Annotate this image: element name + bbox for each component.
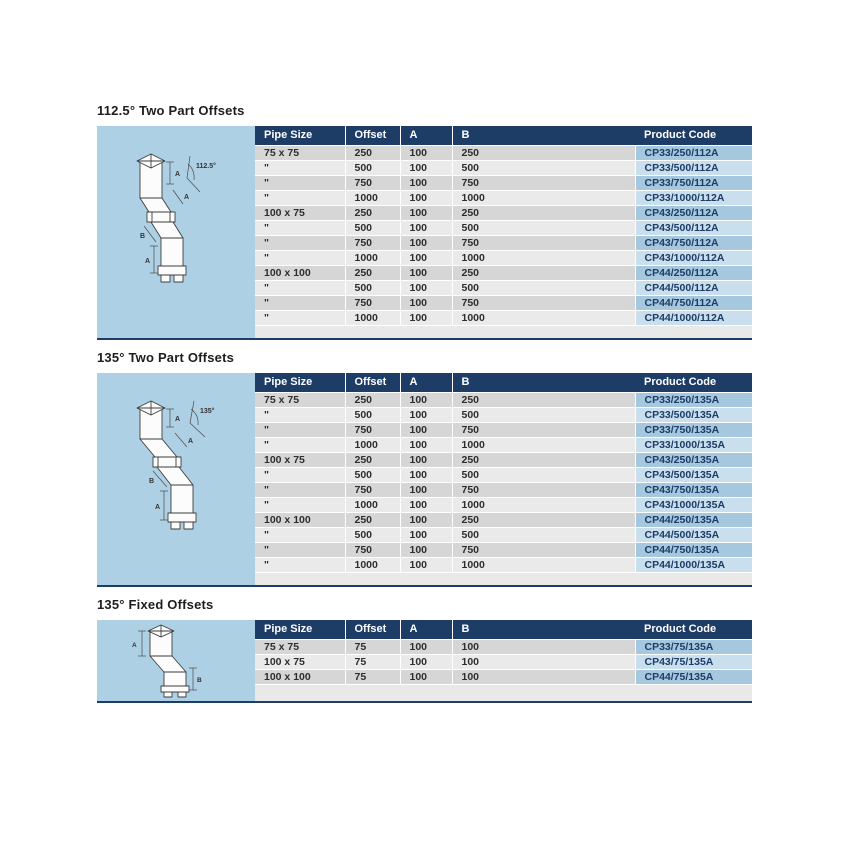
table-row [255,557,752,572]
data-cell: 1000 [452,250,635,265]
data-cell: 750 [345,295,400,310]
data-cell: 250 [345,392,400,407]
data-cell: 100 [400,265,452,280]
product-code-cell: CP43/250/135A [635,452,752,467]
data-cell: 75 x 75 [255,392,345,407]
data-cell: 100 x 75 [255,205,345,220]
data-cell: 100 [400,392,452,407]
dim-label-a-mid: A [184,194,190,201]
data-cell: 250 [452,392,635,407]
data-cell: 750 [452,175,635,190]
data-cell: " [255,542,345,557]
table-row [255,145,752,160]
data-cell: 500 [452,280,635,295]
data-cell: 100 [400,467,452,482]
data-cell: 100 [400,175,452,190]
data-cell: 1000 [452,190,635,205]
table-row [255,235,752,250]
data-cell: 750 [452,295,635,310]
data-cell: 1000 [452,310,635,325]
data-cell: 500 [452,467,635,482]
data-cell: 100 [400,407,452,422]
product-code-cell: CP44/250/135A [635,512,752,527]
table-row [255,190,752,205]
column-header: B [452,373,635,392]
product-code-cell: CP44/1000/135A [635,557,752,572]
data-cell: 1000 [452,437,635,452]
product-code-cell: CP44/1000/112A [635,310,752,325]
column-header: B [452,620,635,639]
data-cell: 100 [400,512,452,527]
section-135-two-part-offsets [97,350,752,587]
dim-label-a: A [132,642,137,649]
table-row [255,437,752,452]
data-cell: 1000 [345,250,400,265]
data-cell: 1000 [452,497,635,512]
data-cell: 750 [345,235,400,250]
data-cell: " [255,280,345,295]
offsets-table-135 [255,373,752,573]
data-cell: 100 [400,452,452,467]
data-cell: " [255,467,345,482]
data-cell: " [255,190,345,205]
data-cell: 500 [452,220,635,235]
table-row [255,639,752,654]
data-cell: 1000 [345,497,400,512]
data-cell: " [255,527,345,542]
header-row [255,126,752,145]
data-cell: 250 [452,205,635,220]
product-code-cell: CP33/250/135A [635,392,752,407]
data-cell: 750 [345,482,400,497]
data-cell: 100 [400,654,452,669]
data-cell: 500 [452,160,635,175]
data-cell: " [255,482,345,497]
product-code-cell: CP33/75/135A [635,639,752,654]
data-cell: 100 [400,205,452,220]
product-code-cell: CP33/500/112A [635,160,752,175]
data-cell: 750 [345,542,400,557]
data-cell: 1000 [345,557,400,572]
data-cell: 100 x 75 [255,654,345,669]
data-cell: 750 [345,175,400,190]
column-header: Product Code [635,373,752,392]
header-row [255,373,752,392]
table-wrap [255,373,752,585]
data-cell: 500 [345,407,400,422]
data-cell: 500 [345,467,400,482]
data-cell: 100 [452,639,635,654]
data-cell: 1000 [452,557,635,572]
table-row [255,265,752,280]
data-cell: 1000 [345,190,400,205]
table-row [255,205,752,220]
table-row [255,310,752,325]
data-cell: 250 [345,452,400,467]
table-row [255,467,752,482]
table-row [255,220,752,235]
column-header: Offset [345,373,400,392]
column-header: Product Code [635,620,752,639]
product-code-cell: CP33/1000/112A [635,190,752,205]
data-cell: 75 [345,639,400,654]
table-row [255,407,752,422]
data-cell: 75 [345,654,400,669]
product-code-cell: CP43/1000/112A [635,250,752,265]
product-code-cell: CP33/750/135A [635,422,752,437]
dim-label-a-top: A [175,416,181,423]
dim-label-a-bottom: A [155,504,161,511]
diagram-panel [97,126,255,338]
two-part-offset-135-diagram [97,373,255,585]
data-cell: 100 [400,250,452,265]
data-cell: " [255,160,345,175]
data-cell: 100 [400,482,452,497]
table-row [255,482,752,497]
section-block [97,620,752,703]
data-cell: 100 [400,542,452,557]
table-row [255,512,752,527]
dim-label-a-bottom: A [145,258,151,265]
product-code-cell: CP44/750/112A [635,295,752,310]
table-row [255,250,752,265]
table-row [255,295,752,310]
section-title: 135° Two Part Offsets [97,350,235,365]
column-header: A [400,373,452,392]
section-title: 112.5° Two Part Offsets [97,103,245,118]
data-cell: " [255,310,345,325]
product-code-cell: CP44/75/135A [635,669,752,684]
table-row [255,452,752,467]
data-cell: 250 [452,265,635,280]
data-cell: " [255,295,345,310]
table-row [255,654,752,669]
data-cell: 100 [452,654,635,669]
data-cell: " [255,407,345,422]
data-cell: 100 [400,280,452,295]
data-cell: 100 [400,295,452,310]
data-cell: 100 [400,497,452,512]
product-code-cell: CP33/1000/135A [635,437,752,452]
data-cell: 250 [345,145,400,160]
data-cell: 100 [400,190,452,205]
table-row [255,160,752,175]
data-cell: 100 [400,310,452,325]
product-code-cell: CP44/250/112A [635,265,752,280]
table-wrap [255,620,752,701]
data-cell: 500 [345,160,400,175]
product-code-cell: CP33/500/135A [635,407,752,422]
data-cell: 750 [452,482,635,497]
data-cell: 100 x 100 [255,669,345,684]
product-code-cell: CP43/1000/135A [635,497,752,512]
two-part-offset-112-diagram [97,126,255,338]
data-cell: 100 [400,527,452,542]
pipe-illustration [148,625,189,697]
data-cell: 750 [452,235,635,250]
data-cell: 100 [400,235,452,250]
data-cell: " [255,422,345,437]
table-wrap [255,126,752,338]
table-row [255,392,752,407]
dim-label-b: B [149,478,155,485]
data-cell: " [255,497,345,512]
product-code-cell: CP44/500/135A [635,527,752,542]
table-row [255,175,752,190]
data-cell: 750 [452,422,635,437]
table-row [255,527,752,542]
data-cell: 500 [452,407,635,422]
dim-label-b: B [140,233,146,240]
header-row [255,620,752,639]
column-header: Pipe Size [255,373,345,392]
product-code-cell: CP43/500/135A [635,467,752,482]
data-cell: 100 x 100 [255,265,345,280]
data-cell: 100 [400,557,452,572]
data-cell: 100 [400,422,452,437]
data-cell: 1000 [345,310,400,325]
product-code-cell: CP33/750/112A [635,175,752,190]
data-cell: 750 [452,542,635,557]
table-row [255,669,752,684]
table-row [255,422,752,437]
dim-label-a-top: A [175,171,181,178]
data-cell: 100 [400,669,452,684]
data-cell: " [255,175,345,190]
data-cell: 100 [400,145,452,160]
data-cell: " [255,250,345,265]
product-code-cell: CP44/500/112A [635,280,752,295]
data-cell: 75 x 75 [255,145,345,160]
dim-label-a-mid: A [188,438,194,445]
product-code-cell: CP33/250/112A [635,145,752,160]
product-code-cell: CP43/750/135A [635,482,752,497]
data-cell: " [255,235,345,250]
column-header: A [400,620,452,639]
data-cell: 250 [345,512,400,527]
data-cell: 250 [452,452,635,467]
column-header: Product Code [635,126,752,145]
data-cell: 100 [452,669,635,684]
pipe-illustration [137,401,196,529]
fixed-offset-135-diagram [97,620,255,701]
column-header: Offset [345,620,400,639]
data-cell: 250 [345,205,400,220]
data-cell: " [255,557,345,572]
data-cell: 100 [400,220,452,235]
data-cell: " [255,437,345,452]
table-row [255,497,752,512]
data-cell: " [255,220,345,235]
data-cell: 500 [452,527,635,542]
data-cell: 100 x 100 [255,512,345,527]
data-cell: 1000 [345,437,400,452]
section-block [97,126,752,340]
data-cell: 250 [452,512,635,527]
data-cell: 75 x 75 [255,639,345,654]
column-header: Pipe Size [255,620,345,639]
column-header: A [400,126,452,145]
offsets-table-112 [255,126,752,326]
data-cell: 500 [345,527,400,542]
diagram-panel [97,373,255,585]
data-cell: 100 [400,160,452,175]
diagram-panel [97,620,255,701]
column-header: B [452,126,635,145]
product-code-cell: CP43/75/135A [635,654,752,669]
data-cell: 250 [345,265,400,280]
angle-label: 112.5° [196,163,216,170]
data-cell: 500 [345,280,400,295]
section-title: 135° Fixed Offsets [97,597,214,612]
data-cell: 500 [345,220,400,235]
data-cell: 100 [400,639,452,654]
table-row [255,280,752,295]
section-135-fixed-offsets [97,597,752,703]
table-row [255,542,752,557]
product-code-cell: CP43/750/112A [635,235,752,250]
data-cell: 75 [345,669,400,684]
data-cell: 750 [345,422,400,437]
data-cell: 250 [452,145,635,160]
dim-label-b: B [197,677,202,684]
product-code-cell: CP43/500/112A [635,220,752,235]
column-header: Pipe Size [255,126,345,145]
section-block [97,373,752,587]
product-code-cell: CP44/750/135A [635,542,752,557]
product-code-cell: CP43/250/112A [635,205,752,220]
angle-label: 135° [200,408,215,415]
fixed-offsets-table [255,620,752,685]
column-header: Offset [345,126,400,145]
data-cell: 100 x 75 [255,452,345,467]
section-112-two-part-offsets [97,103,752,340]
data-cell: 100 [400,437,452,452]
